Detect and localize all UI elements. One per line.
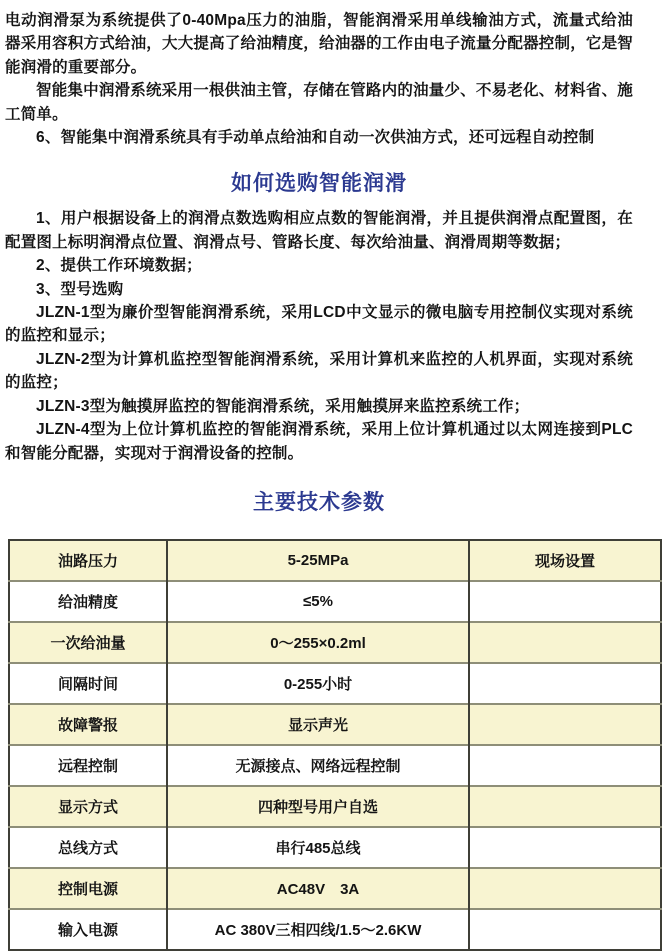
param-value-cell: 四种型号用户自选 <box>167 786 469 827</box>
table-row <box>9 868 661 909</box>
section-title-tech-params: 主要技术参数 <box>253 490 385 514</box>
param-note-cell: 现场设置 <box>469 540 661 581</box>
param-value-cell: 5-25MPa <box>167 540 469 581</box>
param-name-cell: 给油精度 <box>9 581 167 622</box>
param-name-cell: 故障警报 <box>9 704 167 745</box>
param-value-cell: ≤5% <box>167 581 469 622</box>
section-title-how-to-buy: 如何选购智能润滑 <box>231 172 407 196</box>
param-name-cell: 间隔时间 <box>9 663 167 704</box>
body-paragraph: JLZN-1型为廉价型智能润滑系统，采用LCD中文显示的微电脑专用控制仪实现对系统的监控和显示； <box>5 304 633 345</box>
body-paragraph: JLZN-4型为上位计算机监控的智能润滑系统，采用上位计算机通过以太网连接到PLC和智能分配器，实现对于润滑设备的控制。 <box>5 421 633 462</box>
param-value-cell: 无源接点、网络远程控制 <box>167 745 469 786</box>
table-row <box>9 663 661 704</box>
param-name-cell: 总线方式 <box>9 827 167 868</box>
param-note-cell <box>469 581 661 622</box>
param-name-cell: 控制电源 <box>9 868 167 909</box>
tech-params-table <box>8 539 662 951</box>
intro-paragraph: 智能集中润滑系统采用一根供油主管，存储在管路内的油量少、不易老化、材料省、施工简单。 <box>5 82 633 123</box>
param-value-cell: AC 380V三相四线/1.5～2.6KW <box>167 909 469 950</box>
param-name-cell: 油路压力 <box>57 552 118 570</box>
param-note-cell <box>469 704 661 745</box>
param-note-cell <box>469 827 661 868</box>
intro-paragraph: 电动润滑泵为系统提供了0-40Mpa压力的油脂，智能润滑采用单线输油方式，流量式给油器采用容积方式给油，大大提高了给油精度，给油器的工作由电子流量分配器控制，它是智能润滑的重要部分。 <box>5 12 634 76</box>
param-note-cell <box>469 786 661 827</box>
table-row <box>9 540 661 581</box>
param-note-cell <box>469 663 661 704</box>
param-name-cell: 一次给油量 <box>9 622 167 663</box>
param-value-cell: 串行485总线 <box>167 827 469 868</box>
param-note-cell <box>469 745 661 786</box>
param-name-cell: 显示方式 <box>9 786 167 827</box>
intro-paragraph: 6、智能集中润滑系统具有手动单点给油和自动一次供油方式，还可远程自动控制 <box>36 129 595 147</box>
table-row <box>9 704 661 745</box>
body-paragraph: 3、型号选购 <box>36 280 124 298</box>
param-value-cell: 0-255小时 <box>167 663 469 704</box>
param-note-cell <box>469 909 661 950</box>
table-row <box>9 827 661 868</box>
body-paragraph: JLZN-3型为触摸屏监控的智能润滑系统，采用触摸屏来监控系统工作； <box>36 397 530 415</box>
body-paragraph: 2、提供工作环境数据； <box>36 257 202 275</box>
table-row <box>9 581 661 622</box>
table-row <box>9 745 661 786</box>
param-value-cell: 显示声光 <box>167 704 469 745</box>
param-note-cell <box>469 868 661 909</box>
table-row <box>9 622 661 663</box>
param-value-cell: 0～255×0.2ml <box>167 622 469 663</box>
param-name-cell: 远程控制 <box>9 745 167 786</box>
body-paragraph: JLZN-2型为计算机监控型智能润滑系统，采用计算机来监控的人机界面，实现对系统的监控； <box>5 350 633 392</box>
body-paragraph: 1、用户根据设备上的润滑点数选购相应点数的智能润滑，并且提供润滑点配置图，在配置图上标明润滑点位置、润滑点号、管路长度、每次给油量、润滑周期等数据； <box>5 210 633 251</box>
param-value-cell: AC48V 3A <box>167 868 469 909</box>
table-row <box>9 786 661 827</box>
table-row <box>9 909 661 950</box>
param-name-cell: 输入电源 <box>9 909 167 950</box>
param-note-cell <box>469 622 661 663</box>
